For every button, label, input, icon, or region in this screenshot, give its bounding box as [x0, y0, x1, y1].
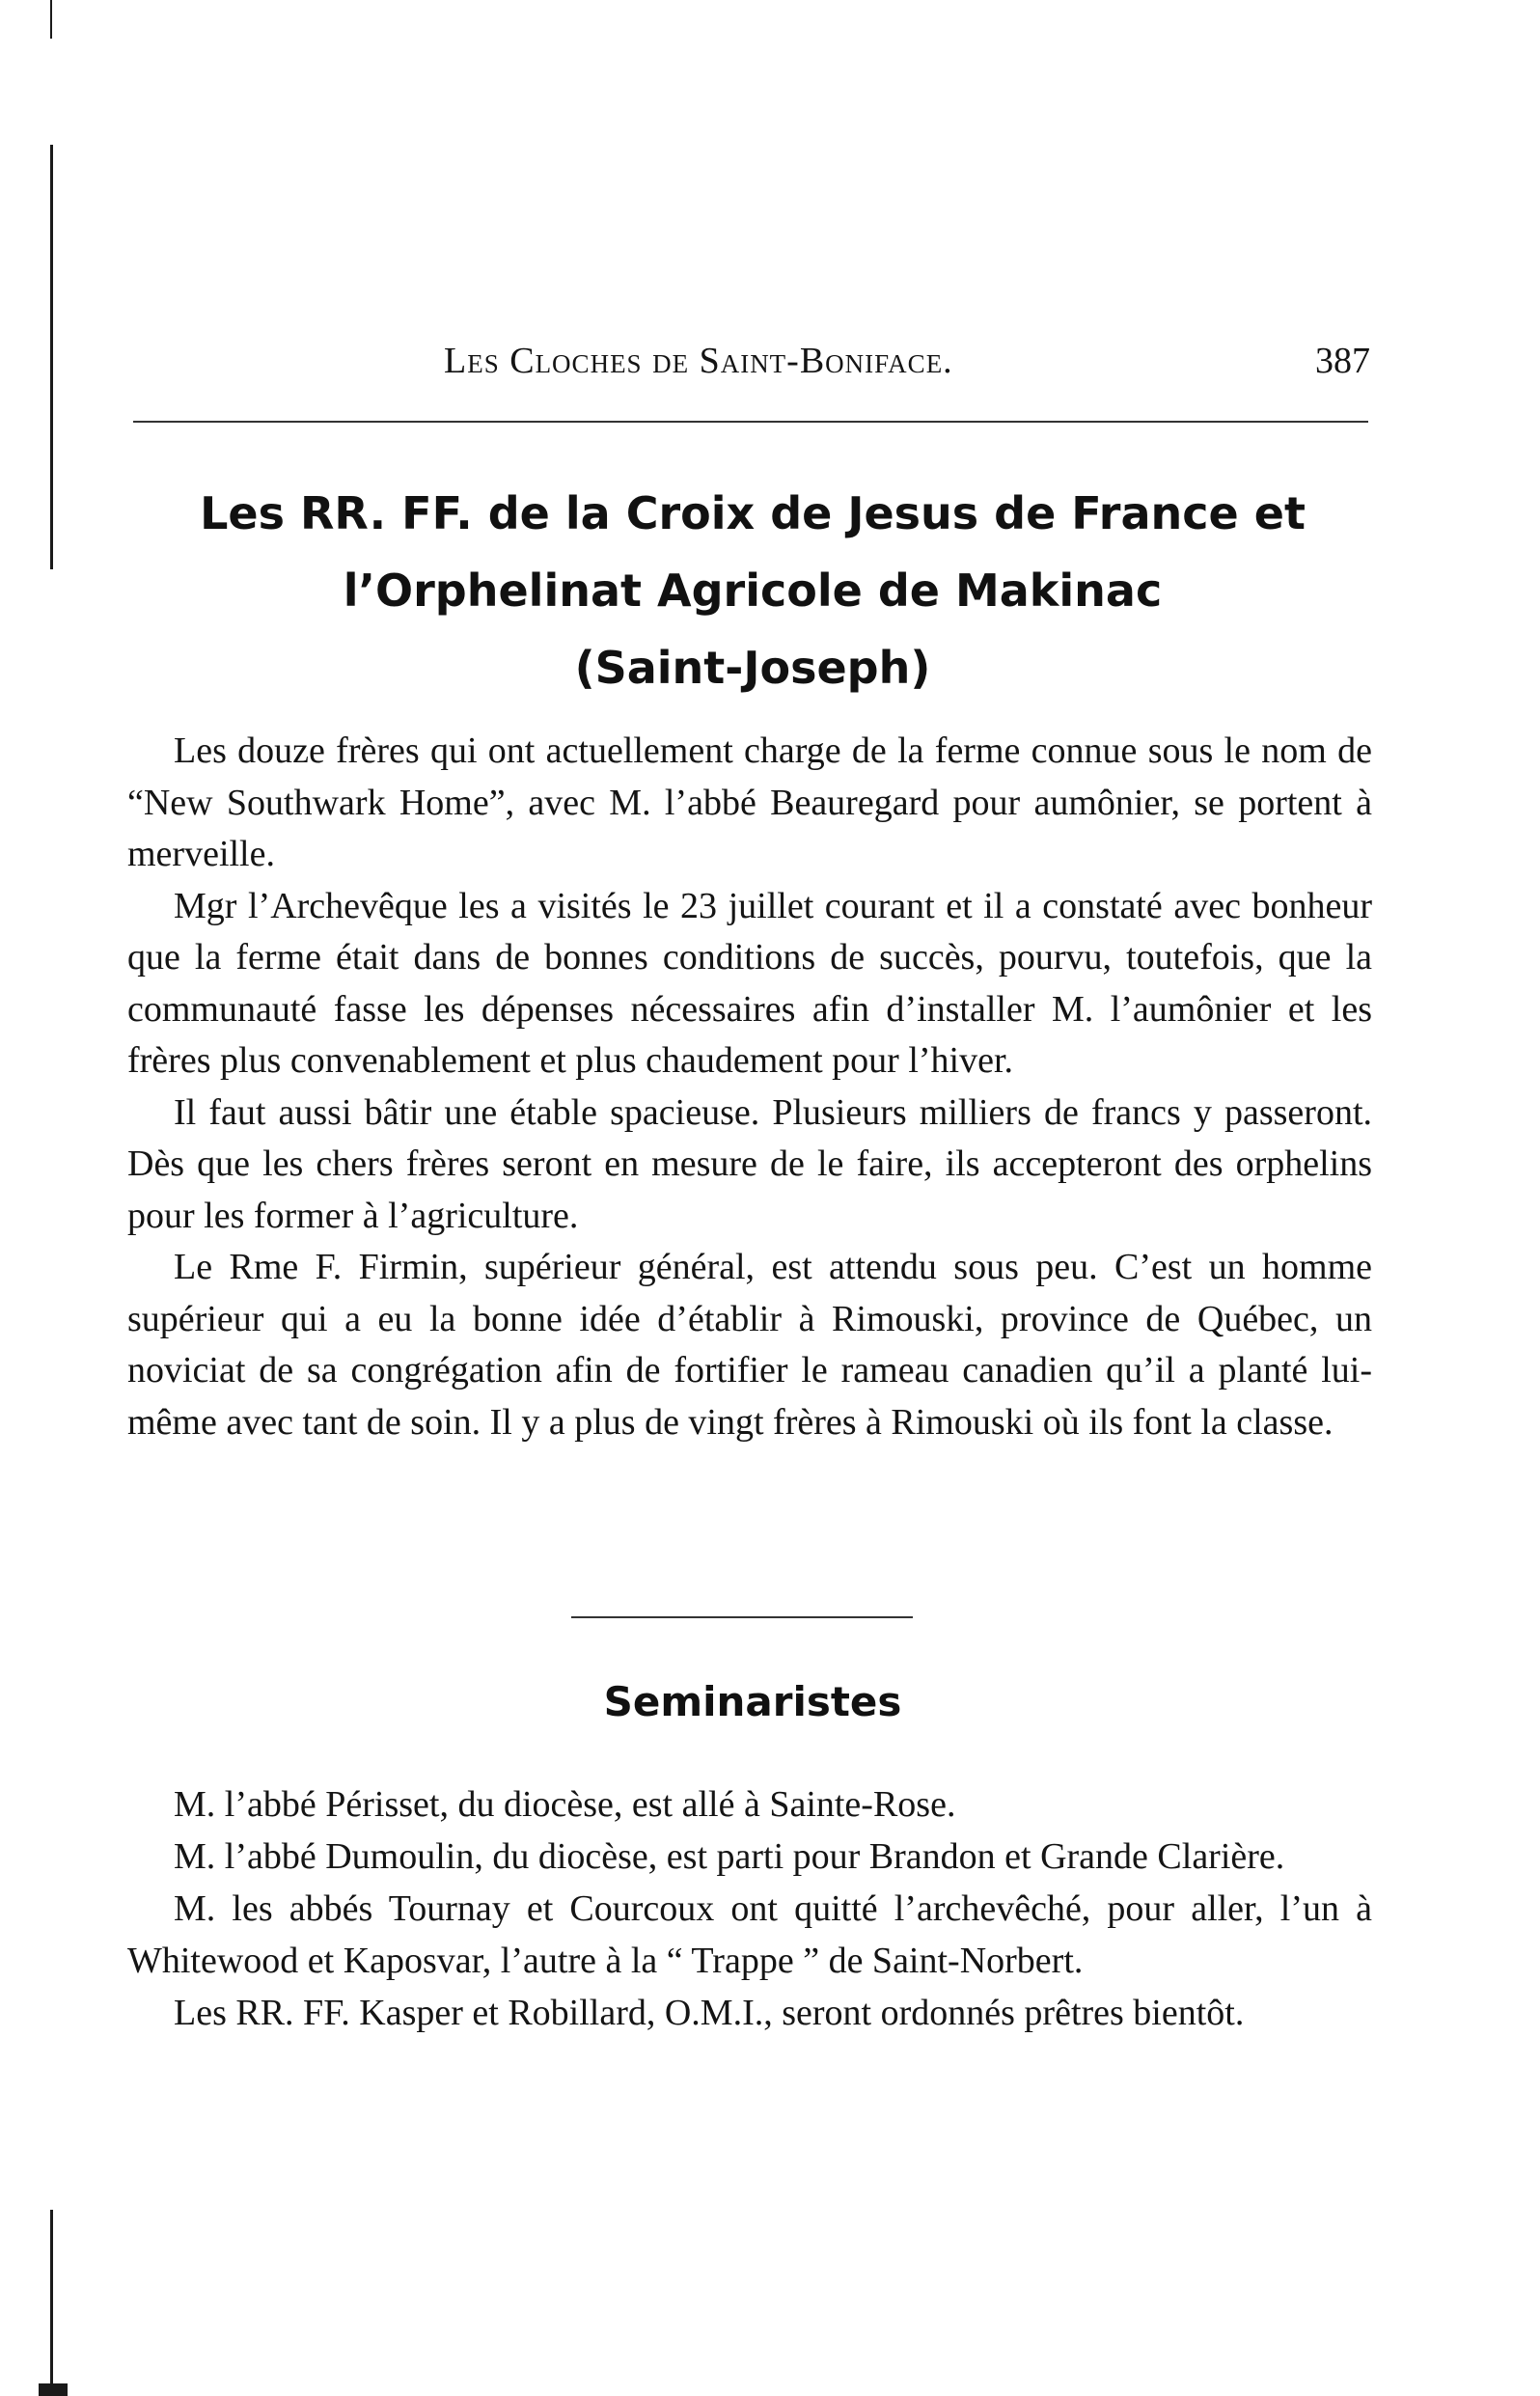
article-title — [135, 475, 1370, 706]
section-paragraph: M. l’abbé Périsset, du diocèse, est allé à Sainte-Rose. — [174, 1784, 956, 1825]
section-paragraph: M. les abbés Tournay et Courcoux ont quitté l’archevêché, pour aller, l’un à Whitewood et Kaposvar, l’autre à la “ Trappe ” de Saint-Norbert. — [127, 1888, 1372, 1981]
article-title-line: l’Orphelinat Agricole de Makinac — [343, 565, 1163, 617]
section-title: Seminaristes — [603, 1678, 902, 1725]
article-body — [127, 726, 1372, 1448]
section-paragraph: M. l’abbé Dumoulin, du diocèse, est parti pour Brandon et Grande Clarière. — [174, 1836, 1285, 1877]
article-paragraph: Les douze frères qui ont actuellement charge de la ferme connue sous le nom de “New Southwark Home”, avec M. l’abbé Beauregard pour aumônier, se portent à merveille. — [127, 730, 1372, 874]
article-paragraph: Le Rme F. Firmin, supérieur général, est attendu sous peu. C’est un homme supérieur qui a eu la bonne idée d’établir à Rimouski, province de Québec, un noviciat de sa congrégation afin de fortifier le rameau canadien qu’il a planté lui-même avec tant de soin. Il y a plus de vingt frères à Rimouski où ils font la classe. — [127, 1247, 1372, 1443]
article-paragraph: Il faut aussi bâtir une étable spacieuse. Plusieurs milliers de francs y passeront. Dès que les chers frères seront en mesure de le faire, ils accepteront des orphelins pour les former à l’agriculture. — [127, 1091, 1372, 1236]
section-divider — [571, 1616, 913, 1618]
section-body — [127, 1778, 1372, 2039]
scan-edge-mark — [50, 2210, 53, 2396]
page-number: 387 — [1315, 341, 1370, 381]
article-paragraph: Mgr l’Archevêque les a visités le 23 juillet courant et il a constaté avec bonheur que la ferme était dans de bonnes conditions de succès, pourvu, toutefois, que la communauté fasse les dépenses nécessaires afin d’installer M. l’aumônier et les frères plus convenablement et plus chaudement pour l’hiver. — [127, 885, 1372, 1081]
scan-edge-mark — [50, 145, 53, 569]
running-title: Les Cloches de Saint-Boniface. — [444, 341, 953, 381]
scan-edge-mark — [50, 0, 52, 39]
running-header — [135, 340, 1370, 398]
article-title-line: Les RR. FF. de la Croix de Jesus de France et — [200, 487, 1306, 539]
scan-edge-mark — [39, 2383, 68, 2396]
header-rule — [133, 421, 1368, 423]
article-title-line: (Saint-Joseph) — [574, 642, 931, 694]
section-paragraph: Les RR. FF. Kasper et Robillard, O.M.I., seront ordonnés prêtres bientôt. — [174, 1993, 1245, 2033]
